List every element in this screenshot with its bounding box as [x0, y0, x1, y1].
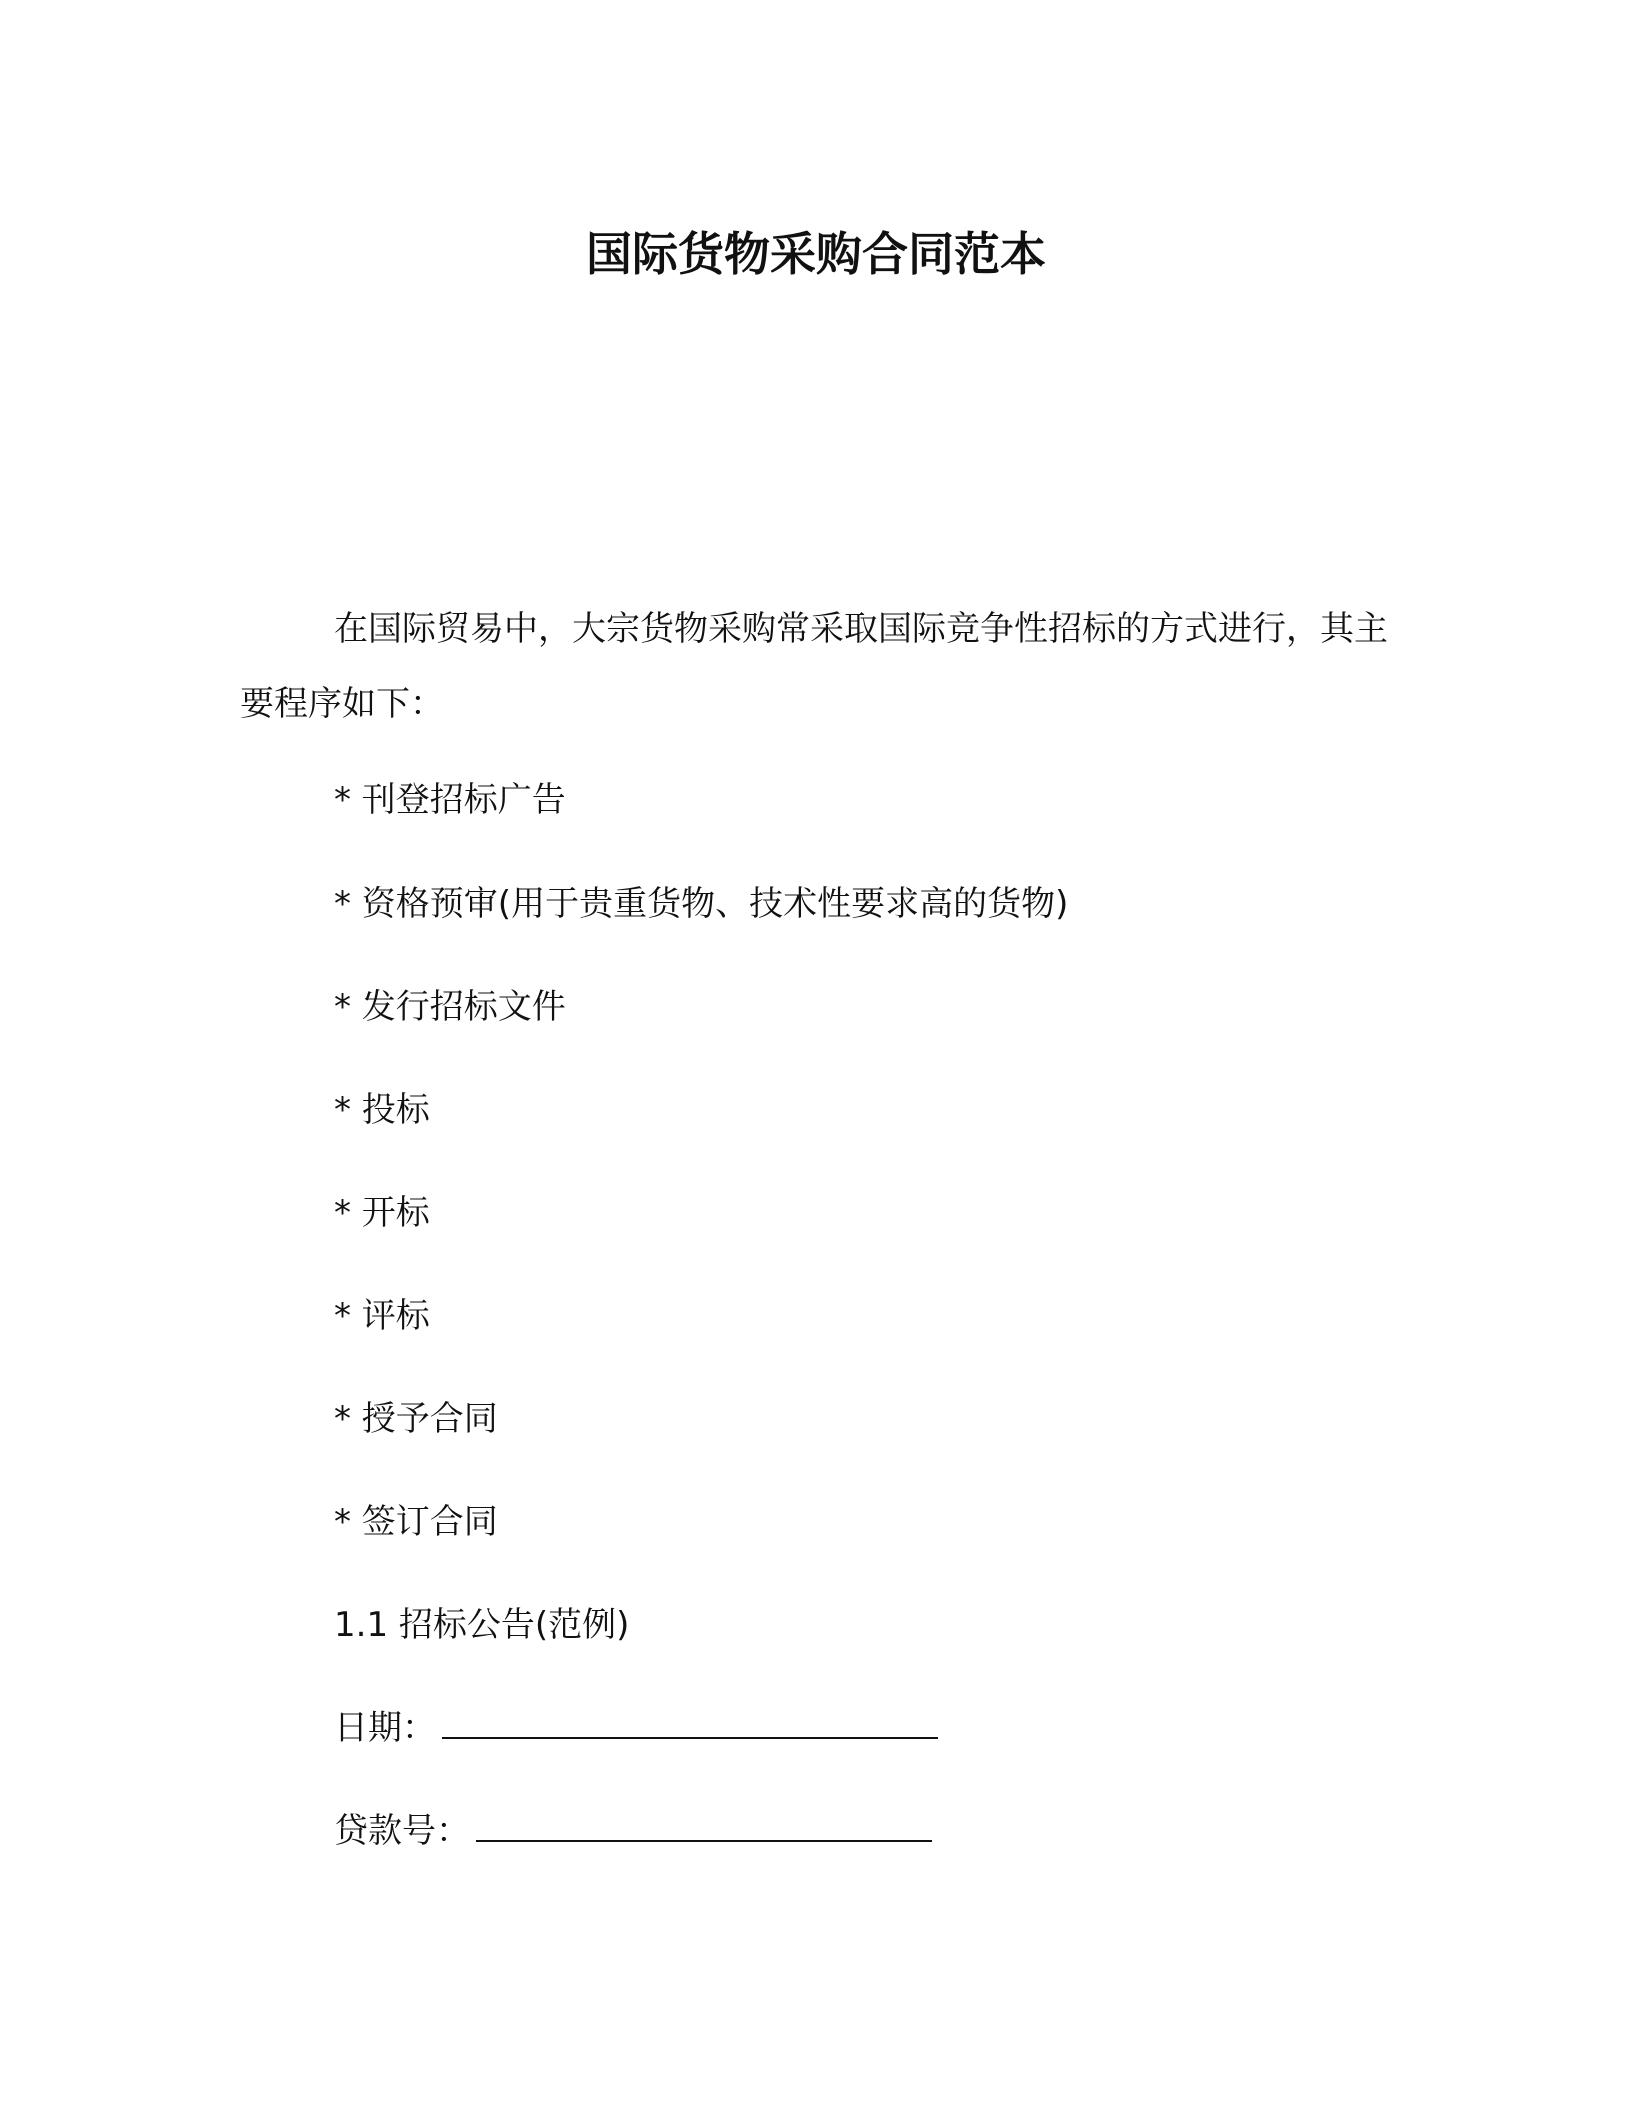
date-label: 日期： — [334, 1708, 436, 1748]
step-item: * 刊登招标广告 — [334, 780, 566, 820]
step-item: * 发行招标文件 — [334, 987, 566, 1027]
step-item: * 授予合同 — [334, 1399, 498, 1439]
step-item: * 签订合同 — [334, 1502, 498, 1542]
step-item: * 投标 — [334, 1090, 430, 1130]
intro-paragraph: 在国际贸易中，大宗货物采购常采取国际竞争性招标的方式进行，其主要程序如下： — [240, 609, 1388, 724]
document-title: 国际货物采购合同范本 — [586, 227, 1046, 281]
date-field — [334, 1700, 938, 1749]
loan-number-label: 贷款号： — [334, 1811, 470, 1851]
loan-number-field — [334, 1803, 932, 1852]
step-item: * 开标 — [334, 1193, 430, 1233]
loan-number-blank-line — [476, 1810, 932, 1842]
section-heading: 1.1 招标公告(范例) — [334, 1605, 630, 1645]
step-item: * 评标 — [334, 1296, 430, 1336]
step-item: * 资格预审(用于贵重货物、技术性要求高的货物) — [334, 884, 1069, 924]
date-blank-line — [442, 1707, 938, 1739]
